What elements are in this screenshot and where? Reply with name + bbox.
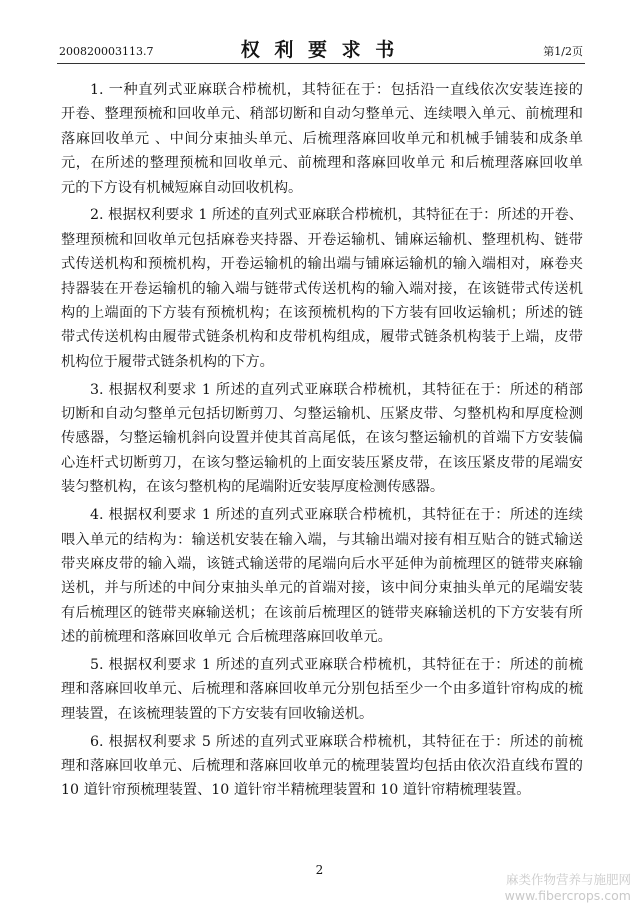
page-title: 权 利 要 求 书 <box>240 39 399 61</box>
header-divider <box>57 63 585 64</box>
claim-line: 6. 根据权利要求 5 所述的直列式亚麻联合栉梳机，其特征在于：所述的前梳 <box>90 733 583 750</box>
claim-line: 元的下方设有机械短麻自动回收机构。 <box>61 179 303 196</box>
claim-line: 持器装在开卷运输机的输入端与链带式传送机构的输入端对接，在该链带式传送机 <box>61 280 583 297</box>
claim-line: 5. 根据权利要求 1 所述的直列式亚麻联合栉梳机，其特征在于：所述的前梳 <box>90 656 583 673</box>
page-indicator: 第1/2页 <box>543 45 583 58</box>
watermark-url: www.fibercrops.com <box>504 888 631 903</box>
claim-paragraph-4 <box>61 503 583 649</box>
claim-line: 装匀整机构，在该匀整机构的尾端附近安装厚度检测传感器。 <box>61 479 445 496</box>
claim-paragraph-3 <box>61 378 583 500</box>
claim-line: 切断和自动匀整单元包括切断剪刀、匀整运输机、压紧皮带、匀整机构和厚度检测 <box>61 406 583 423</box>
claim-line: 带夹麻皮带的输入端，该链式输送带的尾端向后水平延伸为前梳理区的链带夹麻输 <box>61 555 583 572</box>
claim-line: 理和落麻回收单元、后梳理和落麻回收单元分别包括至少一个由多道针帘构成的梳 <box>61 681 583 698</box>
claim-line: 传感器，匀整运输机斜向设置并使其首高尾低，在该匀整运输机的首端下方安装偏 <box>61 430 583 447</box>
claim-line: 心连杆式切断剪刀，在该匀整运输机的上面安装压紧皮带，在该压紧皮带的尾端安 <box>61 454 583 471</box>
claim-line: 述的前梳理和落麻回收单元 合后梳理落麻回收单元。 <box>61 629 392 646</box>
claim-line: 整理预梳和回收单元包括麻卷夹持器、开卷运输机、铺麻运输机、整理机构、链带 <box>61 231 583 248</box>
claim-line: 元，在所述的整理预梳和回收单元、前梳理和落麻回收单元 和后梳理落麻回收单 <box>61 155 583 172</box>
claim-line: 喂入单元的结构为：输送机安装在输入端，与其输出端对接有相互贴合的链式输送 <box>61 531 583 548</box>
claim-line: 理装置，在该梳理装置的下方安装有回收输送机。 <box>61 705 374 722</box>
claim-line: 落麻回收单元 、中间分束抽头单元、后梳理落麻回收单元和机械手铺装和成条单 <box>61 130 583 147</box>
application-number: 200820003113.7 <box>59 45 154 58</box>
claim-line: 2. 根据权利要求 1 所述的直列式亚麻联合栉梳机，其特征在于：所述的开卷、 <box>90 207 583 224</box>
claim-paragraph-6 <box>61 730 583 803</box>
claim-line: 式传送机构和预梳机构，开卷运输机的输出端与铺麻运输机的输入端相对，麻卷夹 <box>61 256 583 273</box>
claim-line: 4. 根据权利要求 1 所述的直列式亚麻联合栉梳机，其特征在于：所述的连续 <box>90 507 583 524</box>
claim-paragraph-5 <box>61 653 583 726</box>
claims-section <box>61 78 583 803</box>
claim-line: 理和落麻回收单元、后梳理和落麻回收单元的梳理装置均包括由依次沿直线布置的 <box>61 758 583 775</box>
watermark-site-name: 麻类作物营养与施肥网 <box>505 872 631 887</box>
claim-line: 3. 根据权利要求 1 所述的直列式亚麻联合栉梳机，其特征在于：所述的稍部 <box>90 381 583 398</box>
claim-paragraph-1 <box>61 78 583 200</box>
claim-line: 构的上端面的下方装有预梳机构；在该预梳机构的下方装有回收运输机；所述的链 <box>61 305 583 322</box>
watermark <box>505 872 631 904</box>
claim-line: 有后梳理区的链带夹麻输送机；在该前后梳理区的链带夹麻输送机的下方安装有所 <box>61 604 583 621</box>
claim-paragraph-2 <box>61 203 583 374</box>
claim-line: 10 道针帘预梳理装置、10 道针帘半精梳理装置和 10 道针帘精梳理装置。 <box>61 782 531 799</box>
claim-line: 带式传送机构由履带式链条机构和皮带机构组成，履带式链条机构装于上端，皮带 <box>61 329 583 346</box>
page-number: 2 <box>315 863 324 877</box>
claim-line: 送机，并与所述的中间分束抽头单元的首端对接，该中间分束抽头单元的尾端安装 <box>61 580 583 597</box>
claim-line: 机构位于履带式链条机构的下方。 <box>61 353 274 370</box>
claim-line: 开卷、整理预梳和回收单元、稍部切断和自动匀整单元、连续喂入单元、前梳理和 <box>61 106 583 123</box>
claim-line: 1. 一种直列式亚麻联合栉梳机，其特征在于：包括沿一直线依次安装连接的 <box>90 82 583 98</box>
